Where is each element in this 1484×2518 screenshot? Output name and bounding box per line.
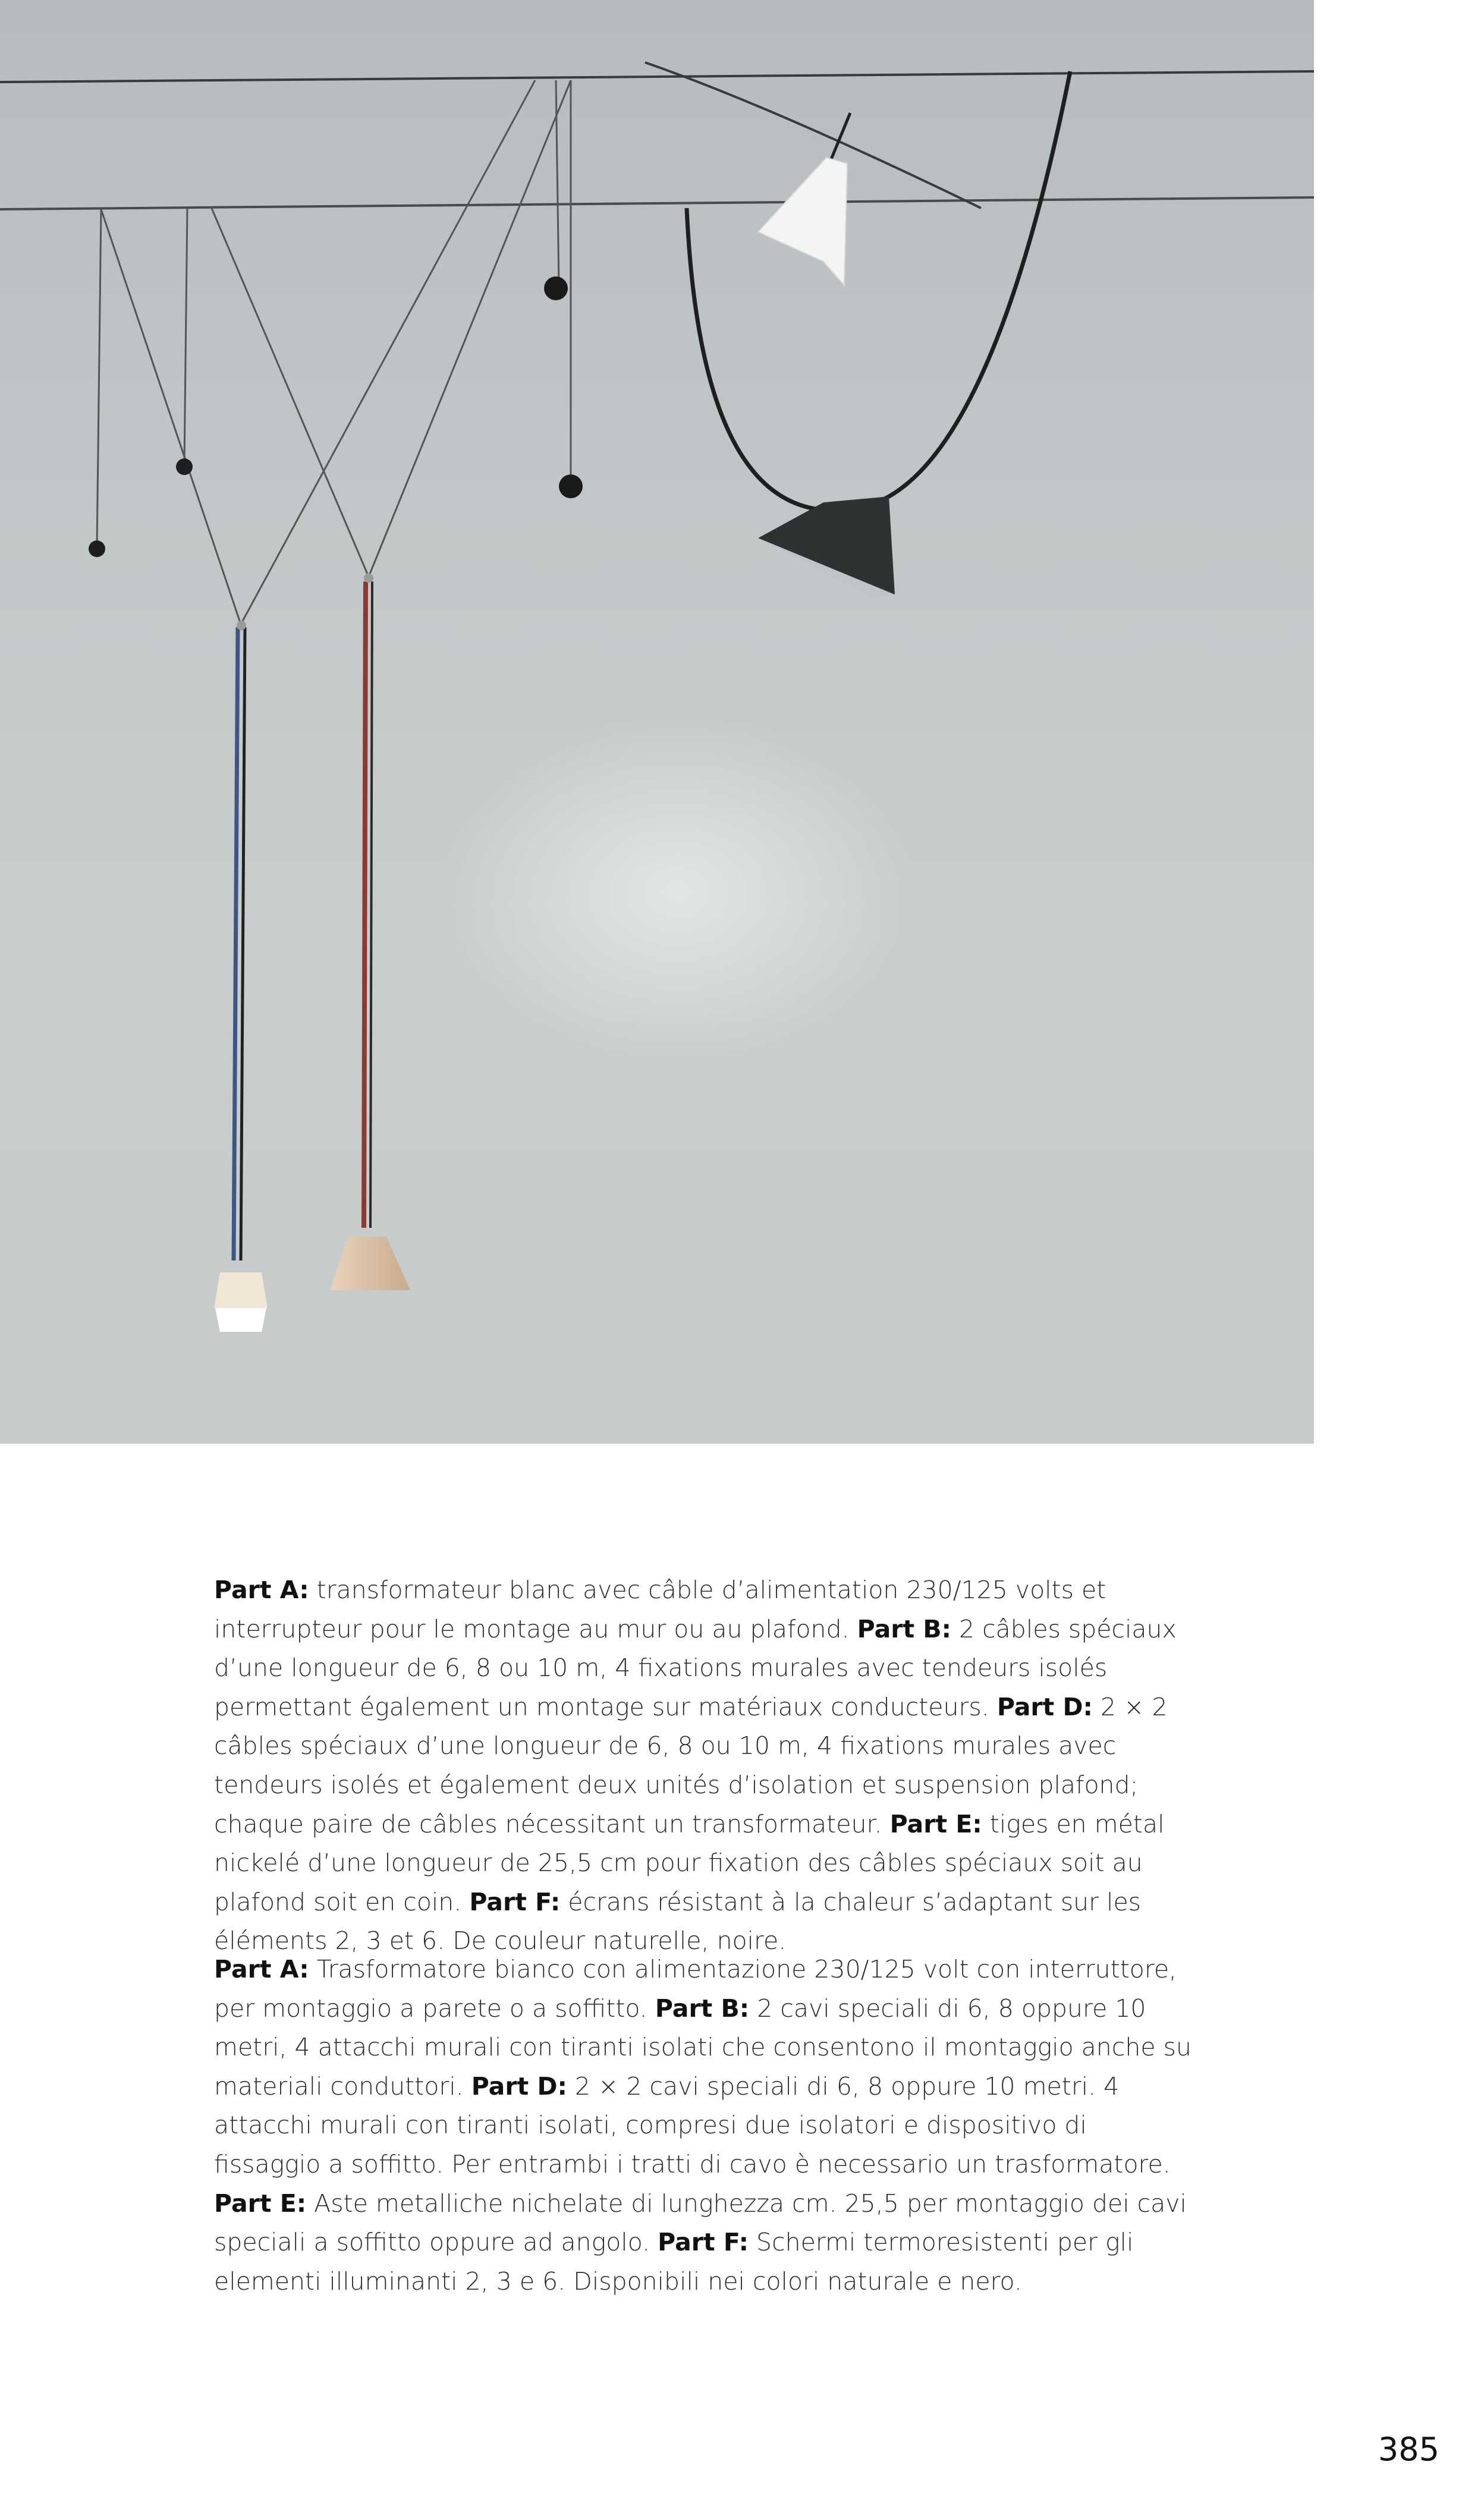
part-label: Part B: [655, 1994, 750, 2023]
part-text: transformateur blanc avec câble d’alimentation 230/125 volts et interrupteur pour le montage au mur ou au plafond. [214, 1576, 1106, 1643]
counterweight-ball [559, 474, 583, 498]
white-paper-shade [758, 158, 847, 285]
part-label: Part A: [214, 1576, 309, 1604]
counterweight-ball [544, 276, 568, 300]
dark-cone-shade [758, 496, 895, 595]
part-text: Schermi termoresistenti per gli elementi illuminanti 2, 3 e 6. Disponibili nei colori naturale e nero. [214, 2228, 1134, 2296]
part-label: Part B: [857, 1614, 951, 1643]
part-label: Part F: [469, 1887, 561, 1916]
arc-cable [687, 71, 1070, 510]
part-label: Part F: [658, 2228, 749, 2257]
counterweight-ball [176, 458, 193, 475]
blue-rod-pendant [214, 621, 268, 1332]
counterweight-ball [89, 540, 105, 557]
part-text: 2 câbles spéciaux d’une longueur de 6, 8 ou 10 m, 4 fixations murales avec tendeurs isolés permettant également un montage sur matériaux conducteurs. [214, 1614, 1177, 1721]
tension-cable-lower [0, 197, 1314, 209]
wall-light-glow [440, 713, 916, 1070]
tension-cable-upper [0, 71, 1314, 82]
part-text: Aste metalliche nichelate di lunghezza cm. 25,5 per montaggio dei cavi speciali a soffitto oppure ad angolo. [214, 2189, 1187, 2257]
part-label: Part D: [471, 2071, 567, 2101]
part-label: Part A: [214, 1955, 309, 1983]
part-label: Part D: [996, 1692, 1093, 1721]
part-text: écrans résistant à la chaleur s’adaptant sur les éléments 2, 3 et 6. De couleur naturelle, noire. [214, 1887, 1142, 1956]
part-label: Part E: [214, 2189, 307, 2218]
part-text: 2 cavi speciali di 6, 8 oppure 10 metri, 4 attacchi murali con tiranti isolati che consentono il montaggio anche su materiali conduttori. [214, 1994, 1191, 2101]
part-text: tiges en métal nickelé d’une longueur de 25,5 cm pour fixation des câbles spéciaux soit au plafond soit en coin. [214, 1809, 1165, 1916]
part-label: Part E: [889, 1809, 982, 1838]
part-text: Trasformatore bianco con alimentazione 230/125 volt con interruttore, per montaggio a parete o a soffitto. [214, 1955, 1177, 2023]
description-french [214, 1571, 1195, 1961]
left-pendant-wires [97, 80, 571, 624]
page-number: 385 [1378, 2431, 1439, 2468]
part-text: 2 × 2 cavi speciali di 6, 8 oppure 10 metri. 4 attacchi murali con tiranti isolati, compresi due isolatori e dispositivo di fissaggio a soffitto. Per entrambi i tratti di cavo è necessario un trasformatore. [214, 2071, 1171, 2179]
description-italian [214, 1950, 1195, 2301]
part-text: 2 × 2 câbles spéciaux d’une longueur de 6, 8 ou 10 m, 4 fixations murales avec tendeurs isolés et également deux unités d’isolation et suspension plafond; chaque paire de câbles nécessitant un transformateur. [214, 1692, 1168, 1838]
red-rod-pendant [330, 573, 410, 1290]
